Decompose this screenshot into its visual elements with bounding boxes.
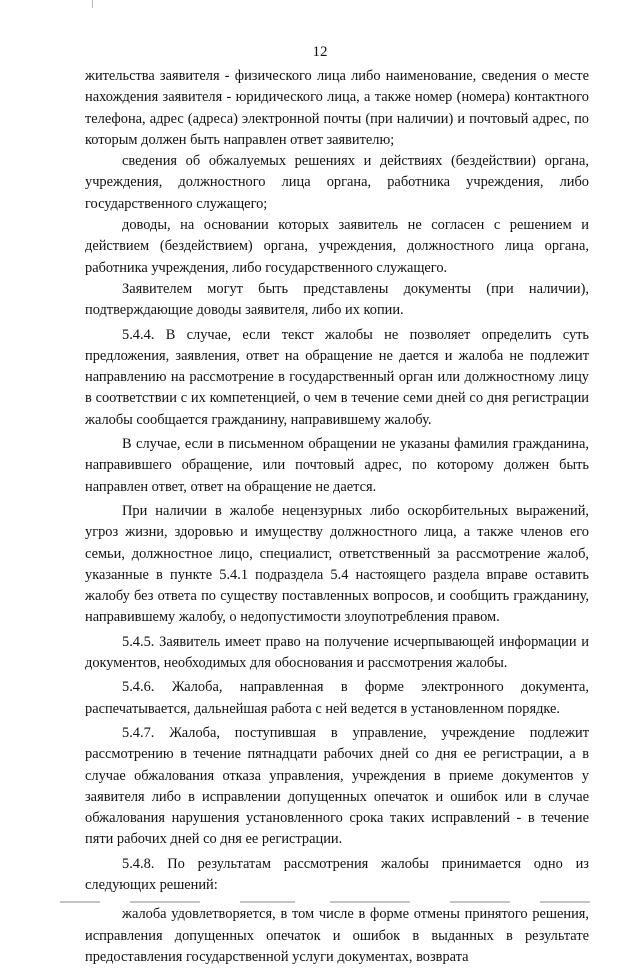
paragraph-5-4-7: 5.4.7. Жалоба, поступившая в управление, учреждение подлежит рассмотрению в течение пятнадцати рабочих дней со дня ее регистрации, а в случае обжалования отказа управления, учреждения в приеме документов у заявителя либо в исправлении допущенных опечаток и ошибок или в случае обжалования нарушения установленного срока таких исправлений - в течение пяти рабочих дней со дня ее регистрации.	[85, 724, 589, 848]
paragraph-5-4-5: 5.4.5. Заявитель имеет право на получение исчерпывающей информации и документов, необходимых для обоснования и рассмотрения жалобы.	[85, 633, 589, 672]
paragraph-appealed-decisions: сведения об обжалуемых решениях и действиях (бездействии) органа, учреждения, должностного лица органа, работника учреждения, либо государственного служащего;	[85, 153, 589, 212]
paragraph-no-surname: В случае, если в письменном обращении не указаны фамилия гражданина, направившего обращение, или почтовый адрес, по которому должен быть направлен ответ, ответ на обращение не дается.	[85, 436, 589, 495]
paragraph-continuation: жительства заявителя - физического лица либо наименование, сведения о месте нахождения заявителя - юридического лица, а также номер (номера) контактного телефона, адрес (адреса) электронной почты (при наличии) и почтовый адрес, по которым должен быть направлен ответ заявителю;	[85, 68, 589, 148]
document-body	[85, 66, 589, 968]
paragraph-5-4-8: 5.4.8. По результатам рассмотрения жалобы принимается одно из следующих решений:	[85, 855, 589, 893]
scan-mark	[92, 0, 93, 8]
page-number: 12	[312, 44, 328, 60]
scan-artifact-strip	[0, 897, 640, 905]
paragraph-documents: Заявителем могут быть представлены документы (при наличии), подтверждающие доводы заявителя, либо их копии.	[85, 280, 589, 319]
paragraph-complaint-satisfied: жалоба удовлетворяется, в том числе в форме отмены принятого решения, исправления допущенных опечаток и ошибок в выданных в результате предоставления государственной услуги документах, возврата	[85, 906, 589, 965]
paragraph-obscene-language: При наличии в жалобе нецензурных либо оскорбительных выражений, угроз жизни, здоровью и имуществу должностного лица, а также членов его семьи, должностное лицо, специалист, ответственный за рассмотрение жалоб, указанные в пункте 5.4.1 подраздела 5.4 настоящего раздела вправе оставить жалобу без ответа по существу поставленных вопросов, и сообщить гражданину, направившему жалобу, о недопустимости злоупотребления правом.	[85, 502, 589, 626]
paragraph-5-4-6: 5.4.6. Жалоба, направленная в форме электронного документа, распечатывается, дальнейшая работа с ней ведется в установленном порядке.	[85, 679, 589, 717]
paragraph-arguments: доводы, на основании которых заявитель не согласен с решением и действием (бездействием) органа, учреждения, должностного лица органа, работника учреждения, либо государственного служащего.	[85, 217, 589, 276]
paragraph-5-4-4: 5.4.4. В случае, если текст жалобы не позволяет определить суть предложения, заявления, ответ на обращение не дается и жалоба не подлежит направлению на рассмотрение в государственный орган или должностному лицу в соответствии с их компетенцией, о чем в течение семи дней со дня регистрации жалобы сообщается гражданину, направившему жалобу.	[85, 326, 589, 428]
